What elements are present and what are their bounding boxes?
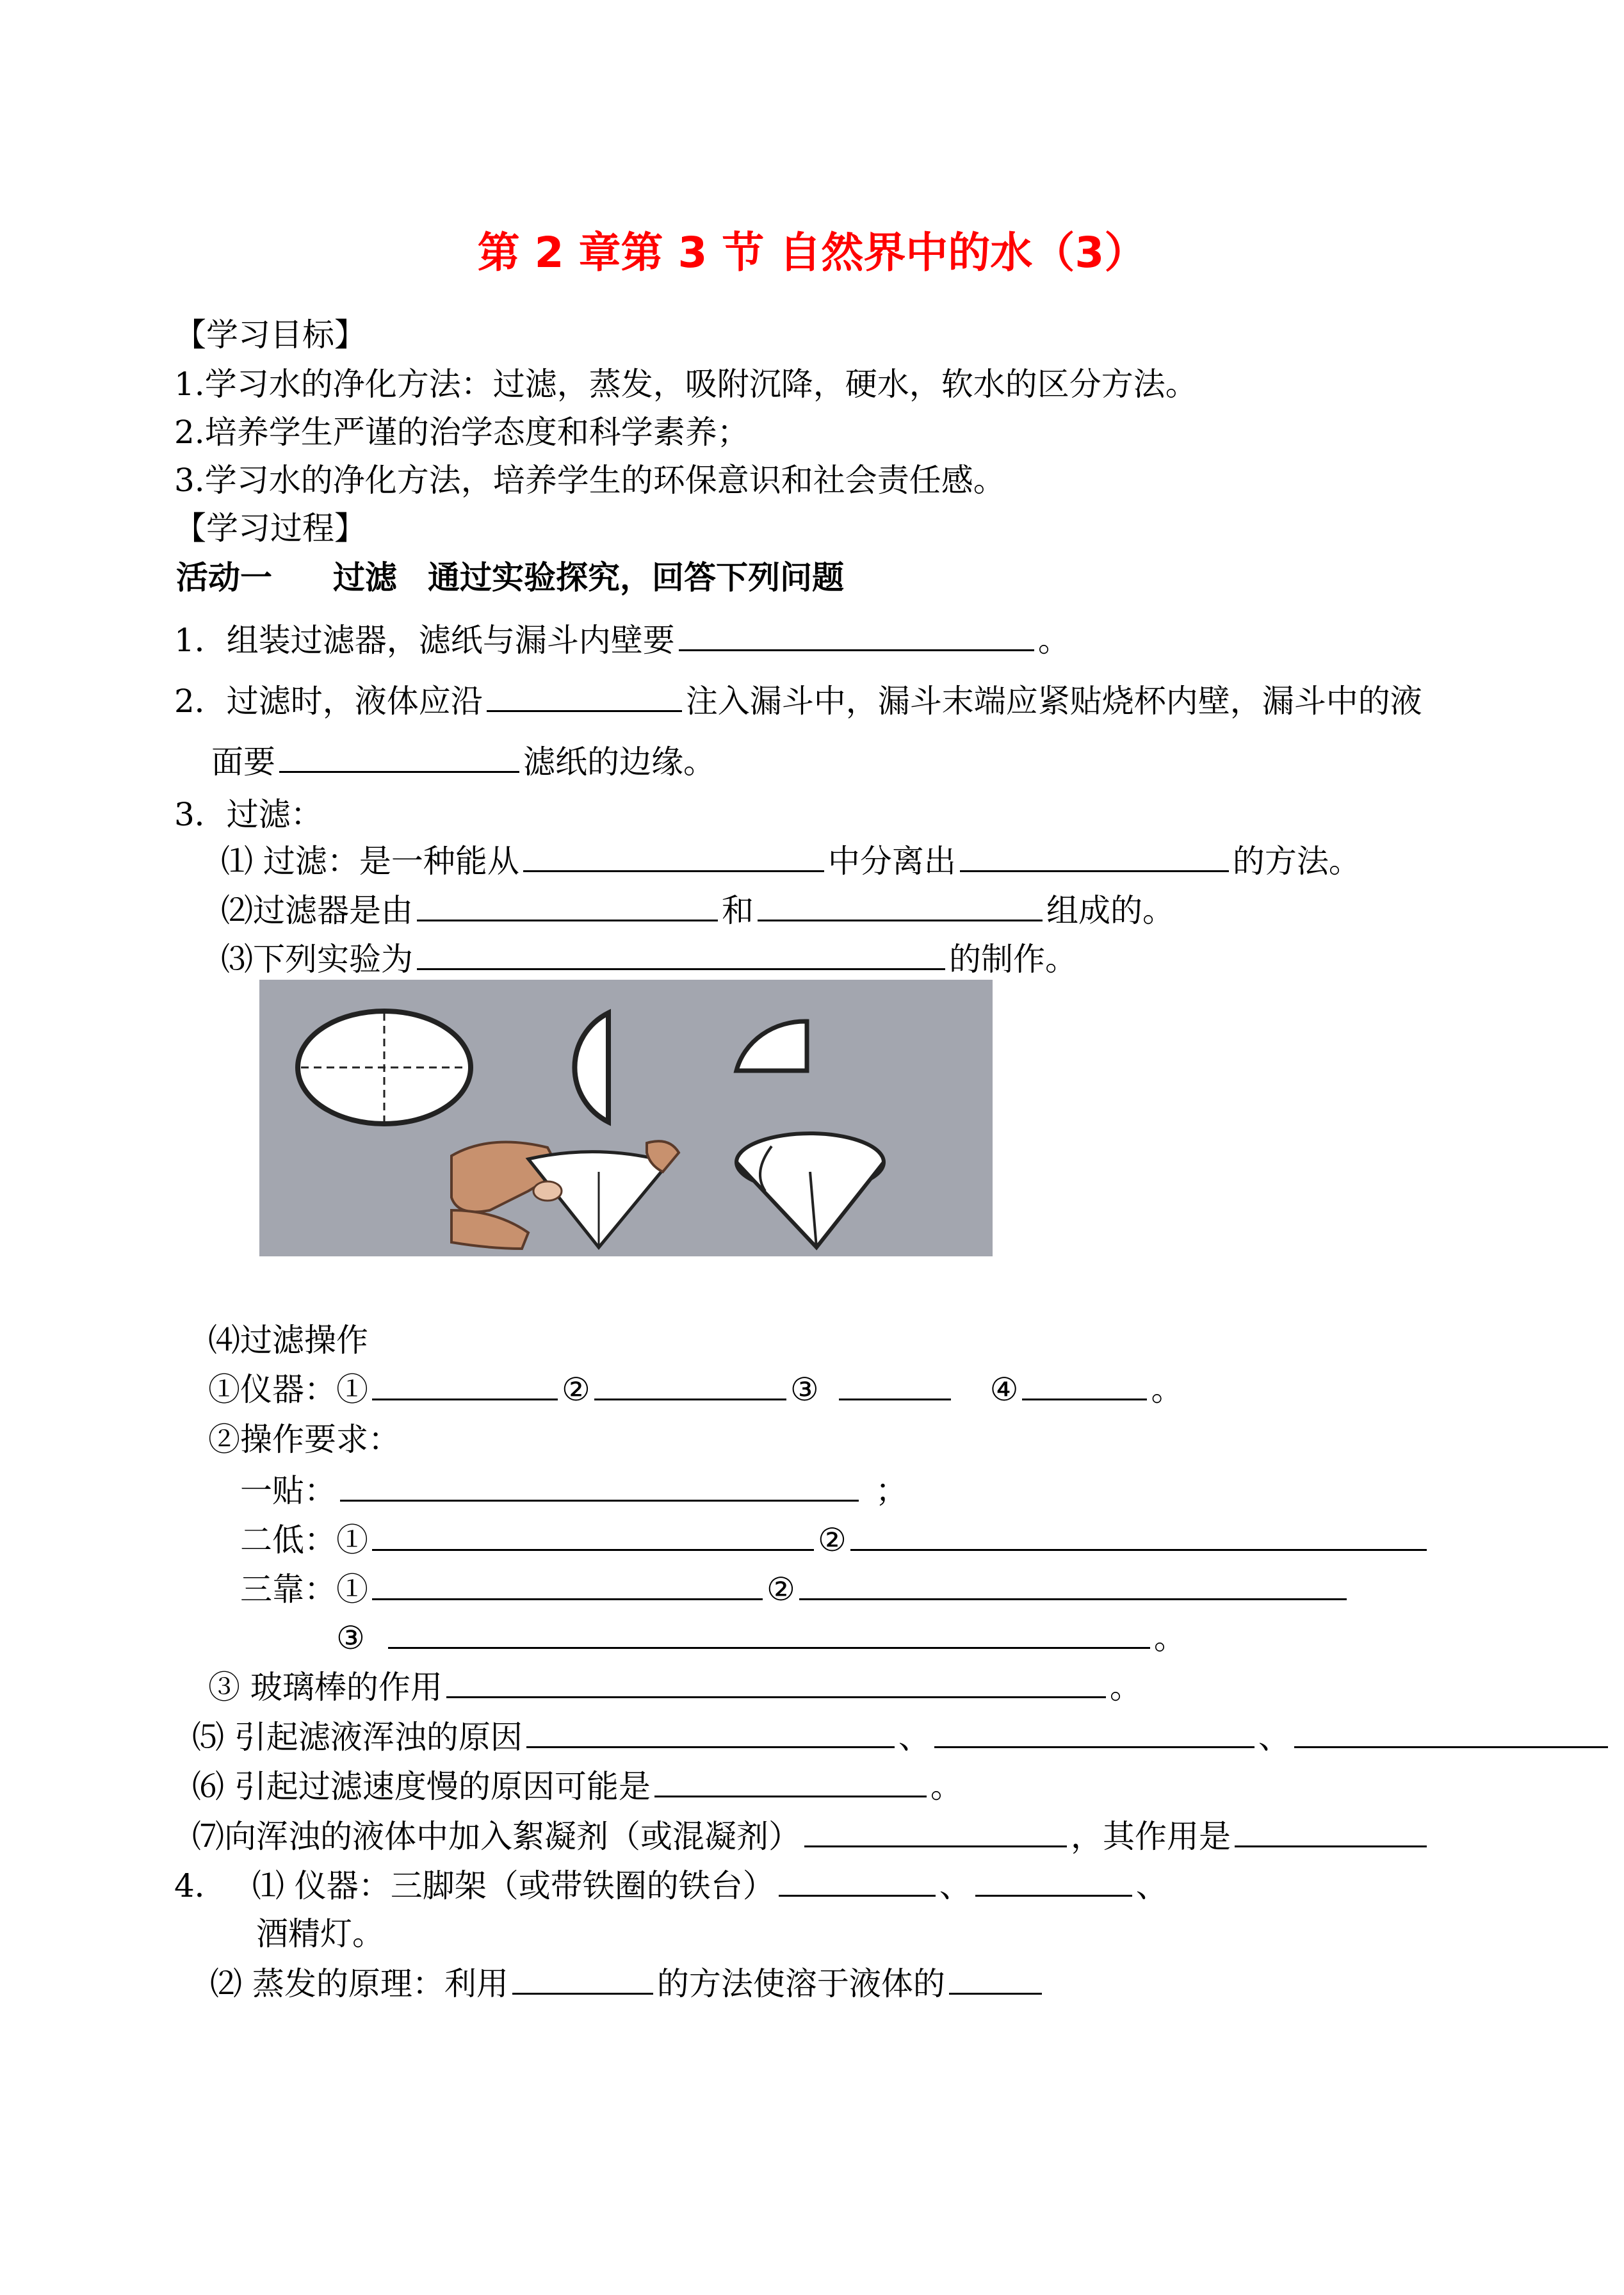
question-2-continued: 面要 滤纸的边缘。 xyxy=(211,743,715,781)
answer-blank[interactable] xyxy=(417,940,945,970)
answer-blank[interactable] xyxy=(388,1619,1150,1649)
question-3-2: ⑵过滤器是由 和 组成的。 xyxy=(221,892,1174,929)
question-1: 1．组装过滤器，滤纸与漏斗内壁要 。 xyxy=(174,622,1070,659)
question-3-4-instruments: ①仪器：① ② ③ ④ 。 xyxy=(208,1371,1183,1408)
activity-topic: 过滤 xyxy=(333,559,397,596)
activity-label: 活动一 xyxy=(176,559,272,596)
filter-cone-icon xyxy=(736,1133,884,1247)
answer-blank[interactable] xyxy=(417,891,718,921)
answer-blank[interactable] xyxy=(975,1867,1132,1897)
goal-item: 1.学习水的净化方法：过滤，蒸发，吸附沉降，硬水，软水的区分方法。 xyxy=(174,366,1198,403)
answer-blank[interactable] xyxy=(372,1521,814,1551)
answer-blank[interactable] xyxy=(799,1570,1347,1600)
question-3-7: ⑺向浑浊的液体中加入絮凝剂（或混凝剂） ，其作用是 xyxy=(192,1817,1431,1856)
answer-blank[interactable] xyxy=(960,842,1229,872)
question-4-1-continued: 酒精灯。 xyxy=(256,1915,384,1952)
question-3-4-requirements: ②操作要求： xyxy=(208,1421,400,1458)
answer-blank[interactable] xyxy=(487,682,682,712)
requirement-three: 三靠：① ② xyxy=(240,1570,1351,1609)
answer-blank[interactable] xyxy=(934,1718,1255,1748)
answer-blank[interactable] xyxy=(1294,1718,1608,1748)
answer-blank[interactable] xyxy=(526,1718,895,1748)
answer-blank[interactable] xyxy=(654,1767,927,1797)
requirement-three-continued: ③ 。 xyxy=(336,1619,1186,1657)
question-4-2: ⑵ 蒸发的原理：利用 的方法使溶于液体的 xyxy=(210,1965,1046,2003)
filter-paper-half-icon xyxy=(574,1013,608,1122)
question-3-label: 3．过滤： xyxy=(174,796,323,833)
filter-paper-circle-icon xyxy=(298,1011,471,1124)
process-header: 【学习过程】 xyxy=(174,510,366,547)
goals-header: 【学习目标】 xyxy=(174,316,366,353)
answer-blank[interactable] xyxy=(512,1965,653,1995)
filter-paper-quarter-icon xyxy=(736,1021,807,1071)
requirement-one: 一贴： ； xyxy=(240,1472,907,1509)
goal-item: 2.培养学生严谨的治学态度和科学素养； xyxy=(174,414,749,451)
question-3-3: ⑶下列实验为 的制作。 xyxy=(221,941,1077,978)
goal-item: 3.学习水的净化方法，培养学生的环保意识和社会责任感。 xyxy=(174,462,1005,499)
activity-heading xyxy=(176,558,844,597)
hands-forming-cone-icon xyxy=(451,1141,679,1249)
answer-blank[interactable] xyxy=(779,1867,936,1897)
answer-blank[interactable] xyxy=(758,891,1043,921)
question-2: 2．过滤时，液体应沿 注入漏斗中，漏斗末端应紧贴烧杯内壁，漏斗中的液 xyxy=(174,683,1422,720)
answer-blank[interactable] xyxy=(1022,1370,1147,1400)
activity-instruction: 通过实验探究，回答下列问题 xyxy=(428,559,844,596)
answer-blank[interactable] xyxy=(446,1668,1106,1698)
answer-blank[interactable] xyxy=(372,1370,558,1400)
answer-blank[interactable] xyxy=(804,1817,1067,1847)
answer-blank[interactable] xyxy=(839,1370,951,1400)
question-4-1: 4． ⑴ 仪器：三脚架（或带铁圈的铁台） 、 、 xyxy=(174,1867,1168,1904)
requirement-two: 二低：① ② xyxy=(240,1521,1431,1559)
answer-blank[interactable] xyxy=(679,621,1034,651)
question-3-4-label: ⑷过滤操作 xyxy=(208,1322,368,1359)
answer-blank[interactable] xyxy=(523,842,824,872)
answer-blank[interactable] xyxy=(949,1965,1042,1995)
answer-blank[interactable] xyxy=(340,1472,859,1502)
answer-blank[interactable] xyxy=(372,1570,763,1600)
page-title: 第 2 章第 3 节 自然界中的水（3） xyxy=(477,228,1147,277)
answer-blank[interactable] xyxy=(279,743,519,773)
answer-blank[interactable] xyxy=(850,1521,1427,1551)
answer-blank[interactable] xyxy=(594,1370,786,1400)
question-3-6: ⑹ 引起过滤速度慢的原因可能是 。 xyxy=(192,1768,962,1805)
answer-blank[interactable] xyxy=(1235,1817,1427,1847)
filter-paper-folding-figure xyxy=(259,980,993,1256)
glass-rod-purpose: ③ 玻璃棒的作用 。 xyxy=(208,1669,1142,1706)
question-3-1: ⑴ 过滤：是一种能从 中分离出 的方法。 xyxy=(221,843,1361,880)
question-3-5: ⑸ 引起滤液浑浊的原因 、 、 xyxy=(192,1718,1612,1756)
